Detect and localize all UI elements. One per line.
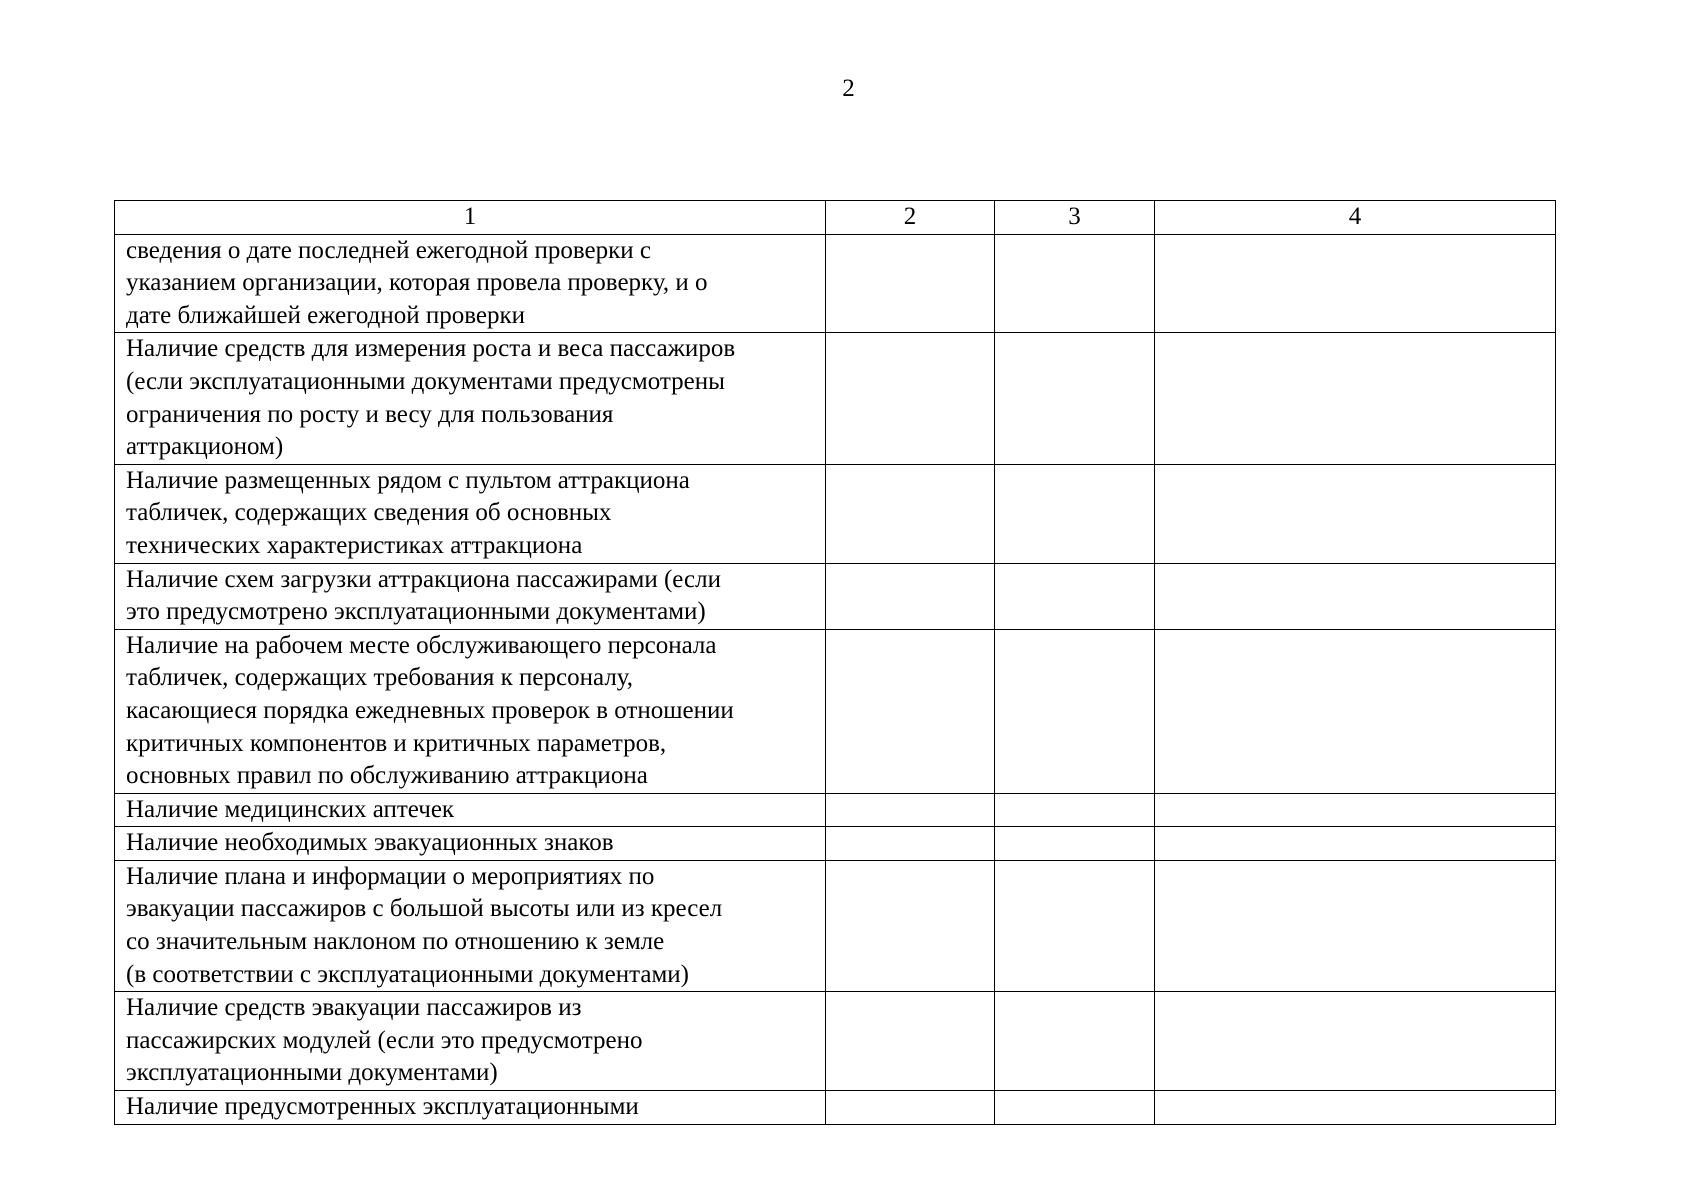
requirement-cell: Наличие плана и информации о мероприятиях по эвакуации пассажиров с большой высоты или из кресел со значительным наклоном по отношению к земле (в соответствии с эксплуатационными документами): [115, 860, 826, 991]
table-row: [115, 629, 1556, 793]
page-number: 2: [842, 75, 855, 102]
table-row: [115, 992, 1556, 1091]
empty-cell-col2: [826, 629, 995, 793]
requirement-cell: Наличие медицинских аптечек: [115, 793, 826, 827]
table-header: [115, 201, 1556, 235]
empty-cell-col2: [826, 1091, 995, 1125]
header-row: [115, 201, 1556, 235]
table-row: [115, 563, 1556, 629]
empty-cell-col2: [826, 234, 995, 333]
empty-cell-col3: [995, 860, 1155, 991]
empty-cell-col4: [1155, 629, 1556, 793]
table-row: [115, 333, 1556, 464]
empty-cell-col3: [995, 563, 1155, 629]
empty-cell-col2: [826, 464, 995, 563]
empty-cell-col4: [1155, 464, 1556, 563]
empty-cell-col2: [826, 992, 995, 1091]
requirement-cell: Наличие на рабочем месте обслуживающего персонала табличек, содержащих требования к персоналу, касающиеся порядка ежедневных проверок в отношении критичных компонентов и критичных параметров, основных правил по обслуживанию аттракциона: [115, 629, 826, 793]
column-header-4: 4: [1155, 201, 1556, 235]
empty-cell-col3: [995, 464, 1155, 563]
empty-cell-col2: [826, 793, 995, 827]
empty-cell-col3: [995, 629, 1155, 793]
requirement-cell: Наличие схем загрузки аттракциона пассажирами (если это предусмотрено эксплуатационными документами): [115, 563, 826, 629]
empty-cell-col3: [995, 1091, 1155, 1125]
empty-cell-col2: [826, 827, 995, 861]
empty-cell-col4: [1155, 793, 1556, 827]
empty-cell-col4: [1155, 827, 1556, 861]
table-row: [115, 464, 1556, 563]
table-row: [115, 793, 1556, 827]
requirement-cell: Наличие размещенных рядом с пультом аттракциона табличек, содержащих сведения об основных технических характеристиках аттракциона: [115, 464, 826, 563]
empty-cell-col2: [826, 333, 995, 464]
empty-cell-col4: [1155, 234, 1556, 333]
table-body: [115, 234, 1556, 1124]
column-header-1: 1: [115, 201, 826, 235]
table-row: [115, 827, 1556, 861]
requirement-cell: Наличие предусмотренных эксплуатационными: [115, 1091, 826, 1125]
requirement-cell: сведения о дате последней ежегодной проверки с указанием организации, которая провела проверку, и о дате ближайшей ежегодной проверки: [115, 234, 826, 333]
empty-cell-col3: [995, 827, 1155, 861]
table-row: [115, 234, 1556, 333]
column-header-3: 3: [995, 201, 1155, 235]
empty-cell-col4: [1155, 992, 1556, 1091]
empty-cell-col2: [826, 563, 995, 629]
empty-cell-col3: [995, 992, 1155, 1091]
column-header-2: 2: [826, 201, 995, 235]
requirement-cell: Наличие необходимых эвакуационных знаков: [115, 827, 826, 861]
empty-cell-col4: [1155, 1091, 1556, 1125]
table-row: [115, 1091, 1556, 1125]
requirement-cell: Наличие средств эвакуации пассажиров из пассажирских модулей (если это предусмотрено эксплуатационными документами): [115, 992, 826, 1091]
empty-cell-col3: [995, 234, 1155, 333]
empty-cell-col4: [1155, 860, 1556, 991]
checklist-table: [114, 200, 1556, 1125]
empty-cell-col2: [826, 860, 995, 991]
empty-cell-col4: [1155, 563, 1556, 629]
table-row: [115, 860, 1556, 991]
empty-cell-col3: [995, 793, 1155, 827]
empty-cell-col4: [1155, 333, 1556, 464]
empty-cell-col3: [995, 333, 1155, 464]
requirement-cell: Наличие средств для измерения роста и веса пассажиров (если эксплуатационными документами предусмотрены ограничения по росту и весу для пользования аттракционом): [115, 333, 826, 464]
